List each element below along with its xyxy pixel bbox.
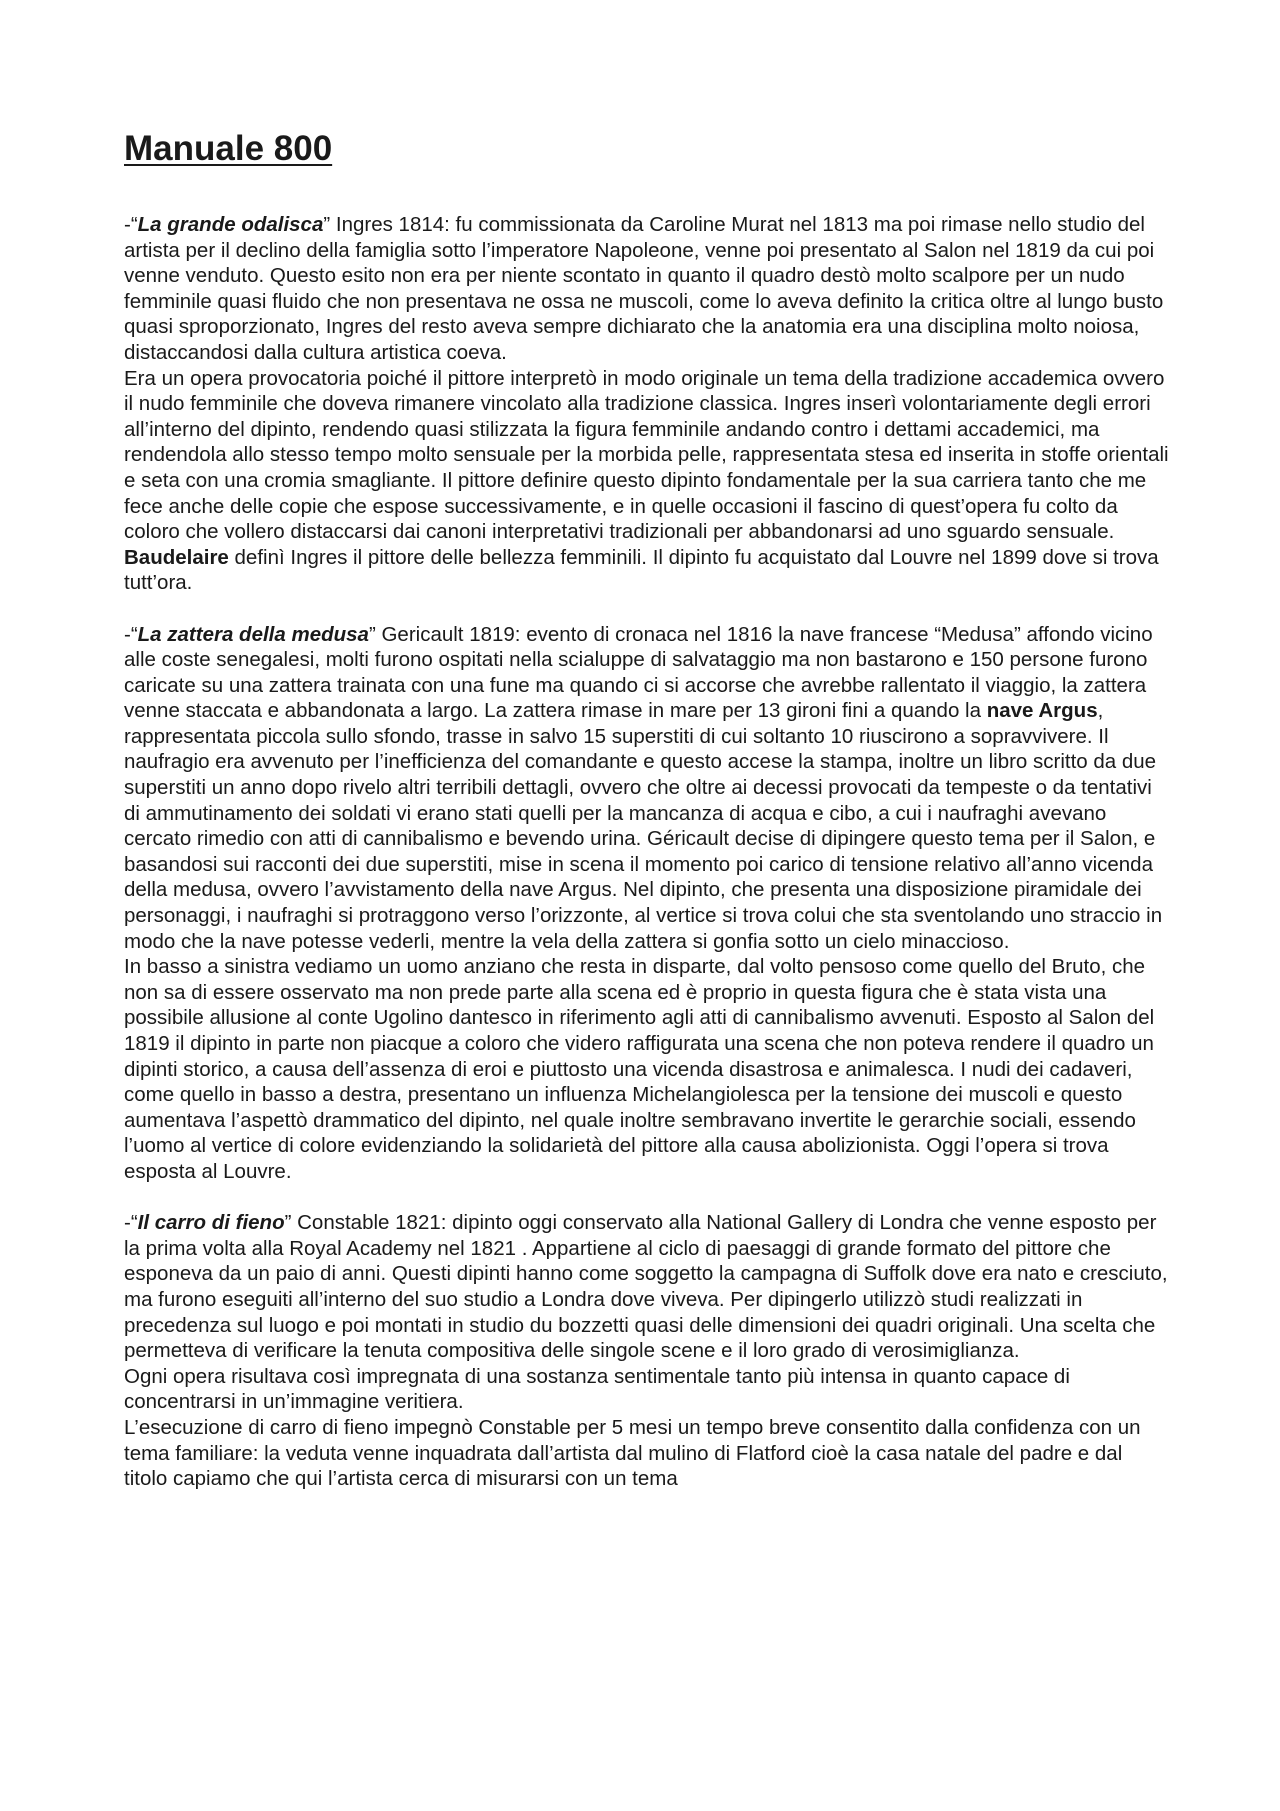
- work-title: Il carro di fieno: [137, 1211, 285, 1235]
- paragraph-text: ” Constable 1821: dipinto oggi conservato alla National Gallery di Londra che venne esposto per la prima volta alla Royal Academy nel 1821 . Appartiene al ciclo di paesaggi di grande formato del pittore che esponeva da un paio di anni. Questi dipinti hanno come soggetto la campagna di Suffolk dove era nato e cresciuto, ma furono eseguiti all’interno del suo studio a Londra dove viveva. Per dipingerlo utilizzò studi realizzati in precedenza sul luogo e poi montati in studio du bozzetti quasi delle dimensioni dei quadri originali. Una scelta che permetteva di verificare la tenuta compositiva delle singole scene e il loro grado di verosimiglianza.: [124, 1211, 1168, 1363]
- bold-term: Baudelaire: [124, 545, 229, 569]
- paragraph-text: Era un opera provocatoria poiché il pittore interpretò in modo originale un tema della tradizione accademica ovvero il nudo femminile che doveva rimanere vincolato alla tradizione classica. Ingres inserì volontariamente degli errori all’interno del dipinto, rendendo quasi stilizzata la figura femminile andando contro i dettami accademici, ma rendendola allo stesso tempo molto sensuale per la morbida pelle, rappresentata stesa ed inserita in stoffe orientali e seta con una cromia smagliante. Il pittore definire questo dipinto fondamentale per la sua carriera tanto che me fece anche delle copie che espose successivamente, e in quelle occasioni il fascino di quest’opera fu colto da coloro che vollero distaccarsi dai canoni interpretativi tradizionali per abbandonarsi ad uno sguardo sensuale.: [124, 366, 1169, 544]
- paragraph: [124, 366, 1170, 596]
- document-page: [124, 128, 1170, 1492]
- paragraph-text: ” Ingres 1814: fu commissionata da Caroline Murat nel 1813 ma poi rimase nello studio del artista per il declino della famiglia sotto l’imperatore Napoleone, venne poi presentato al Salon nel 1819 da cui poi venne venduto. Questo esito non era per niente scontato in quanto il quadro destò molto scalpore per un nudo femminile quasi fluido che non presentava ne ossa ne muscoli, come lo aveva definito la critica oltre al lungo busto quasi sproporzionato, Ingres del resto aveva sempre dichiarato che la anatomia era una disciplina molto noiosa, distaccandosi dalla cultura artistica coeva.: [124, 213, 1164, 364]
- paragraph-text: ” Gericault 1819: evento di cronaca nel 1816 la nave francese “Medusa” affondo vicino alle coste senegalesi, molti furono ospitati nella scialuppe di salvataggio ma non bastarono e 150 persone furono caricate su una zattera trainata con una fune ma quando ci si accorse che avrebbe rallentato il viaggio, la zattera venne staccata e abbandonata a largo. La zattera rimase in mare per 13 gironi fini a quando la: [124, 622, 1153, 723]
- paragraph-text: In basso a sinistra vediamo un uomo anziano che resta in disparte, dal volto pensoso come quello del Bruto, che non sa di essere osservato ma non prede parte alla scena ed è proprio in questa figura che è stata vista una possibile allusione al conte Ugolino dantesco in riferimento agli atti di cannibalismo avvenuti. Esposto al Salon del 1819 il dipinto in parte non piacque a coloro che videro raffigurata una scena che non poteva rendere il quadro un dipinti storico, a causa dell’assenza di eroi e piuttosto una vicenda disastrosa e animalesca. I nudi dei cadaveri, come quello in basso a destra, presentano un influenza Michelangiolesca per la tensione dei muscoli e questo aumentava l’aspettò drammatico del dipinto, nel quale inoltre sembravano invertite le gerarchie sociali, essendo l’uomo al vertice di colore evidenziando la solidarietà del pittore alla causa abolizionista. Oggi l’opera si trova esposta al Louvre.: [124, 955, 1155, 1183]
- paragraph: [124, 212, 1170, 366]
- paragraph-prefix: -“: [124, 622, 138, 646]
- paragraph: [124, 1364, 1170, 1415]
- paragraph-text: , rappresentata piccola sullo sfondo, trasse in salvo 15 superstiti di cui soltanto 10 riuscirono a sopravvivere. Il naufragio era avvenuto per l’inefficienza del comandante e questo accese la stampa, inoltre un libro scritto da due superstiti un anno dopo rivelo altri terribili dettagli, ovvero che oltre ai decessi provocati da tempeste o da tentativi di ammutinamento dei soldati vi erano stati quelli per la mancanza di acqua e cibo, a cui i naufraghi avevano cercato rimedio con atti di cannibalismo e bevendo urina. Géricault decise di dipingere questo tema per il Salon, e basandosi sui racconti dei due superstiti, mise in scena il momento poi carico di tensione relativo all’anno vicenda della medusa, ovvero l’avvistamento della nave Argus. Nel dipinto, che presenta una disposizione piramidale dei personaggi, i naufraghi si protraggono verso l’orizzonte, al vertice si trova colui che sta sventolando uno straccio in modo che la nave potesse vederli, mentre la vela della zattera si gonfia sotto un cielo minaccioso.: [124, 699, 1163, 953]
- work-title: La zattera della medusa: [137, 622, 369, 646]
- paragraph: [124, 954, 1170, 1184]
- paragraph-text: L’esecuzione di carro di fieno impegnò Constable per 5 mesi un tempo breve consentito dalla confidenza con un tema familiare: la veduta venne inquadrata dall’artista dal mulino di Flatford cioè la casa natale del padre e dal titolo capiamo che qui l’artista cerca di misurarsi con un tema: [124, 1415, 1141, 1491]
- work-title: La grande odalisca: [137, 213, 324, 236]
- bold-term: nave Argus: [986, 699, 1098, 723]
- paragraph-text: definì Ingres il pittore delle bellezza femminili. Il dipinto fu acquistato dal Louvre nel 1899 dove si trova tutt’ora.: [124, 545, 1159, 595]
- section-gap: [124, 1185, 1170, 1211]
- paragraph: [124, 622, 1170, 955]
- paragraph-text: Ogni opera risultava così impregnata di una sostanza sentimentale tanto più intensa in quanto capace di concentrarsi in un’immagine veritiera.: [124, 1364, 1070, 1414]
- paragraph-prefix: -“: [124, 213, 138, 236]
- paragraph: [124, 1210, 1170, 1364]
- paragraph: [124, 1415, 1170, 1492]
- paragraph-prefix: -“: [124, 1211, 138, 1235]
- page-title: Manuale 800: [124, 129, 333, 168]
- section-gap: [124, 596, 1170, 622]
